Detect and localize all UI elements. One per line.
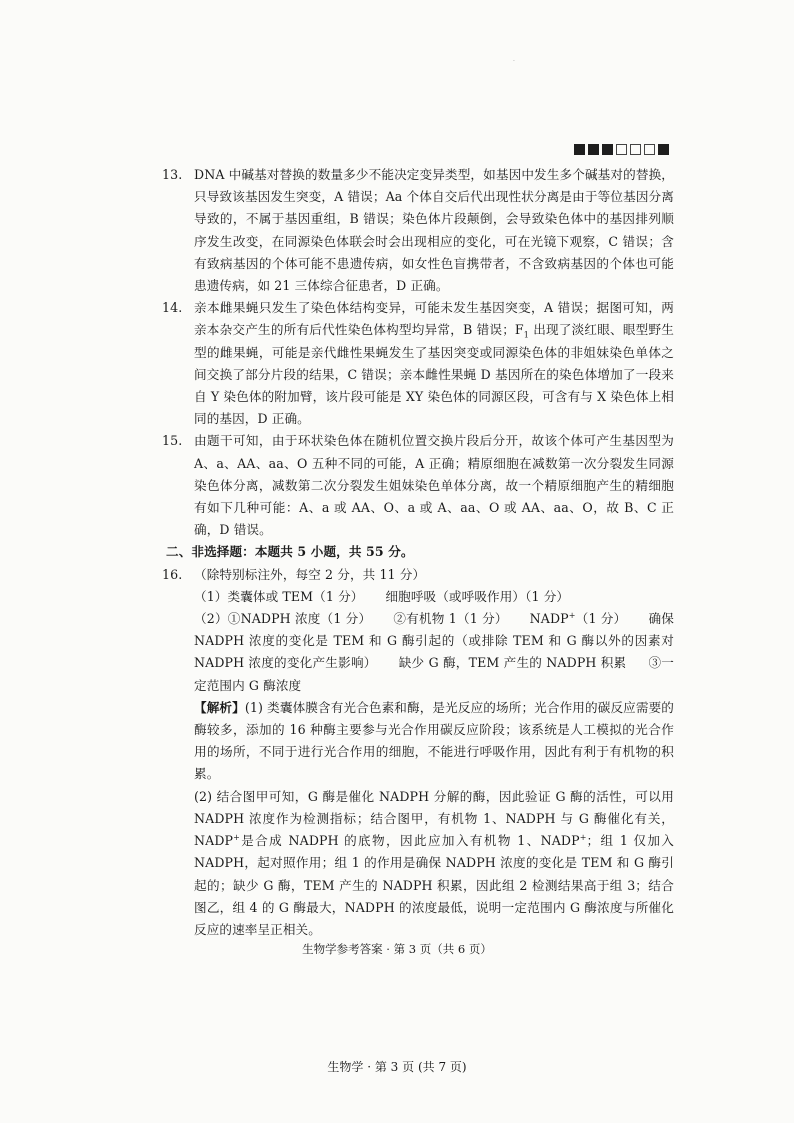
question-number: 16.: [162, 566, 183, 582]
empty-square: [616, 144, 627, 155]
outer-page-footer: 生物学 · 第 3 页 (共 7 页): [327, 1060, 467, 1074]
answer-part-2: [166, 608, 674, 697]
inner-page-footer: 生物学参考答案 · 第 3 页（共 6 页）: [302, 942, 492, 956]
section-heading: 二、非选择题：本题共 5 小题，共 55 分。: [166, 544, 414, 560]
filled-square: [574, 144, 585, 155]
superscript: +: [233, 832, 240, 842]
empty-square: [644, 144, 655, 155]
top-dot: ·: [513, 58, 515, 65]
answer-item: （1）类囊体或 TEM（1 分）: [194, 588, 364, 604]
question-number: 14.: [162, 300, 183, 316]
empty-square: [630, 144, 641, 155]
answer-item: 细胞呼吸（或呼吸作用）（1 分）: [385, 588, 570, 604]
analysis-text: 是合成 NADPH 的底物，因此应加入有机物 1、NADP: [239, 833, 580, 849]
analysis-text: (1) 类囊体膜含有光合色素和酶，是光反应的场所；光合作用的碳反应需要的酶较多，添加的 16 种酶主要参与光合作用碳反应阶段；该系统是人工模拟的光合作用的场所，不同于进行光合作用的细胞，不能进行呼吸作用，因此有利于有机物的积累。: [194, 699, 674, 782]
analysis-part-2: [166, 786, 674, 941]
answer-part-1: [166, 586, 674, 608]
answer-item: NADP+（1 分）: [529, 610, 627, 627]
filled-square: [658, 144, 669, 155]
question-number: 15.: [162, 433, 183, 449]
question-16: [162, 564, 674, 586]
answer-text: 由题干可知，由于环状染色体在随机位置交换片段后分开，故该个体可产生基因型为 A、a、AA、aa、O 五种不同的可能，A 正确；精原细胞在减数第一次分裂发生同源染色体分离，减数第二次分裂发生姐妹染色单体分离，故一个精原细胞产生的精细胞有如下几种可能：A、a 或 AA、O、a 或 A、aa、O 或 AA、aa、O，故 B、C 正确，D 错误。: [194, 433, 674, 538]
answer-item: 确保 NADPH 浓度的变化是 TEM 和 G 酶引起的（或排除 TEM 和 G 酶以外的因素对 NADPH 浓度的变化产生影响）: [194, 611, 674, 671]
answer-item: 缺少 G 酶，TEM 产生的 NADPH 积累: [398, 655, 627, 671]
analysis-text: (2) 结合图甲可知，G 酶是催化 NADPH 分解的酶，因此验证 G 酶的活性，可以用 NADPH 浓度作为检测指标；结合图甲，有机物 1、NADPH 与 G 酶催化有关，NADP: [194, 788, 674, 849]
answer-item: ③一定范围内 G 酶浓度: [194, 655, 674, 693]
answer-text: DNA 中碱基对替换的数量多少不能决定变异类型，如基因中发生多个碱基对的替换，只导致该基因发生突变，A 错误；Aa 个体自交后代出现性状分离是由于等位基因分离导致的，不属于基因重组，B 错误；染色体片段颠倒，会导致染色体中的基因排列顺序发生改变，在同源染色体联会时会出现相应的变化，可在光镜下观察，C 错误；含有致病基因的个体可能不患遗传病，如女性色盲携带者，不含致病基因的个体也可能患遗传病，如 21 三体综合征患者，D 正确。: [194, 167, 674, 294]
answer-item: （2）①NADPH 浓度（1 分）: [194, 611, 372, 627]
filled-square: [602, 144, 613, 155]
score-note: （除特别标注外，每空 2 分，共 11 分）: [194, 566, 426, 582]
subscript: 1: [523, 330, 529, 340]
analysis-part-1: [166, 697, 674, 786]
question-number: 13.: [162, 167, 183, 182]
question-13: [162, 164, 674, 297]
question-14: [162, 297, 674, 430]
progress-squares: [574, 144, 669, 155]
answer-text: [166, 297, 674, 430]
analysis-text: ；组 1 仅加入 NADPH，起对照作用；组 1 的作用是确保 NADPH 浓度的变化是 TEM 和 G 酶引起的；缺少 G 酶，TEM 产生的 NADPH 积累，因此组 2 检测结果高于组 3；结合图乙，组 4 的 G 酶最大，NADPH 的浓度最低，说明一定范围内 G 酶浓度与所催化反应的速率呈正相关。: [194, 833, 674, 937]
answer-text-part: 亲本雌果蝇只发生了染色体结构变异，可能未发生基因突变，A 错误；据图可知，两亲本杂交产生的所有后代性染色体构型均异常，B 错误；F: [194, 300, 674, 338]
analysis-label: 【解析】: [194, 699, 245, 715]
question-15: [162, 430, 674, 541]
answer-text-part: 出现了淡红眼、眼型野生型的雌果蝇，可能是亲代雌性果蝇发生了基因突变或同源染色体的非姐妹染色单体之间交换了部分片段的结果，C 错误；亲本雌性果蝇 D 基因所在的染色体增加了一段来自 Y 染色体的附加臂，该片段可能是 XY 染色体的同源区段，可含有与 X 染色体上相同的基因，D 正确。: [194, 322, 674, 427]
answer-content: [162, 164, 674, 941]
filled-square: [588, 144, 599, 155]
superscript: +: [579, 832, 587, 842]
answer-item: ②有机物 1（1 分）: [393, 611, 508, 627]
